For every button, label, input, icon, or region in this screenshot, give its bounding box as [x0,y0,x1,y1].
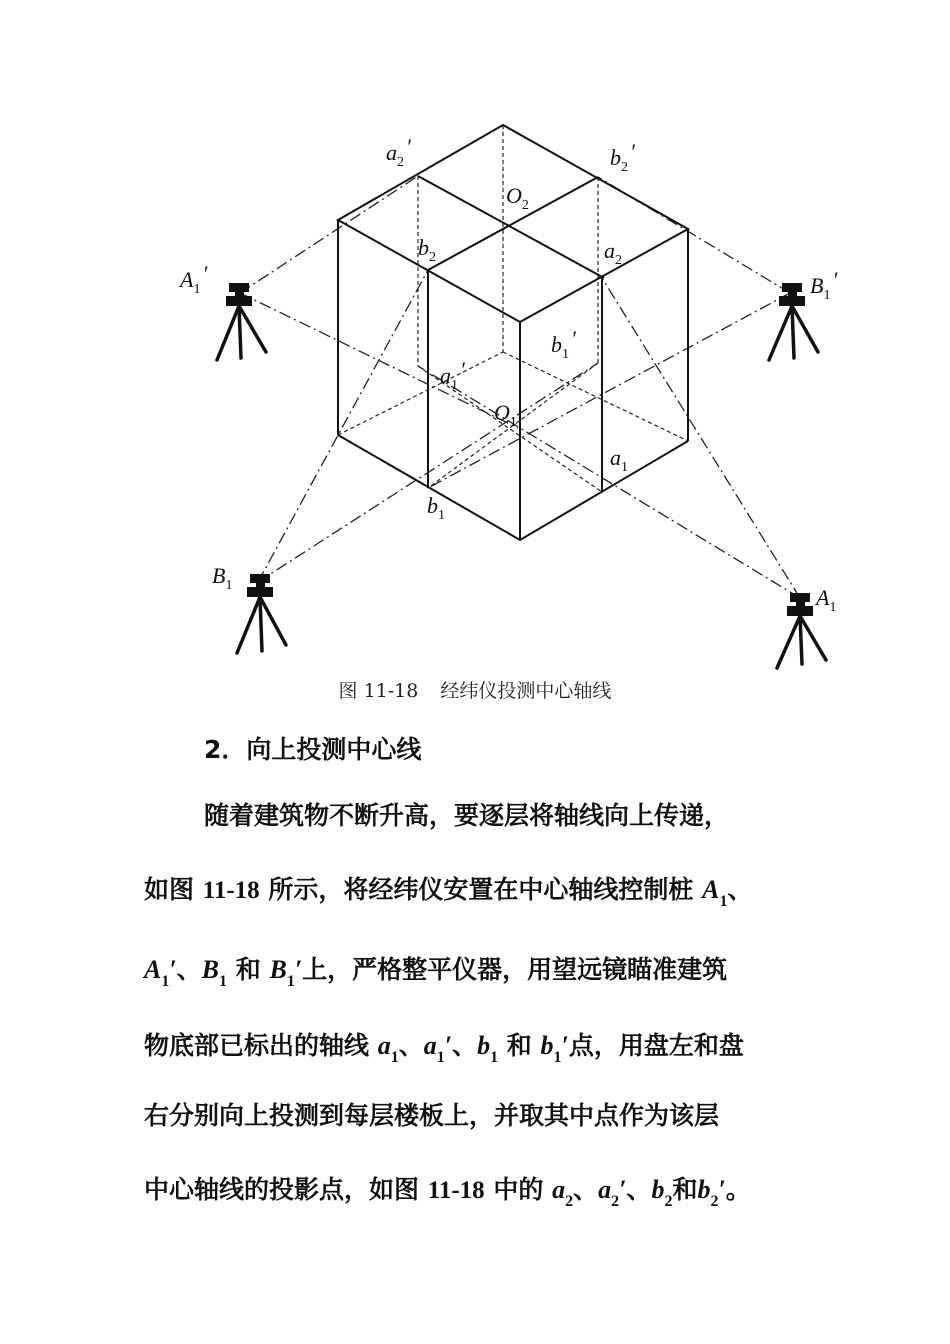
para-line-5: 右分别向上投测到每层楼板上，并取其中点作为该层 [144,1101,720,1130]
label-o1: O1 [494,400,517,430]
para-line-2: 如图 11-18 所示，将经纬仪安置在中心轴线控制桩 $A_1$、 [144,875,753,910]
label-a2: a2 [604,238,622,268]
label-a1: a1 [610,445,628,475]
label-b1: b1 [427,493,445,523]
label-a1-prime-station: A1′ [180,261,208,297]
para-line-1: 随着建筑物不断升高，要逐层将轴线向上传递， [204,801,730,830]
label-a1-station: A1 [816,585,837,615]
caption-title: 经纬仪投测中心轴线 [440,680,612,702]
section-heading: 2．向上投测中心线 [204,735,422,764]
para-line-6: 中心轴线的投影点，如图 11-18 中的 $a_2$、$a_2'$、$b_2$和$b_2'$。 [144,1175,751,1210]
label-b2: b2 [418,235,436,265]
label-b1-station: B1 [212,563,233,593]
hidden-edges [338,125,688,492]
caption-number: 图 11-18 [338,680,419,702]
label-a1-prime: a1′ [440,357,465,393]
label-a2-prime: a2′ [386,134,411,170]
label-b1-prime: b1′ [551,326,576,362]
label-b1-prime-station: B1′ [810,267,838,303]
para-line-4: 物底部已标出的轴线 $a_1$、$a_1'$、$b_1$ 和 $b_1'$点，用盘左和盘 [144,1031,744,1066]
figure-caption [0,676,950,703]
theodolite-a1-prime [217,283,266,360]
label-b2-prime: b2′ [610,139,635,175]
label-o2: O2 [506,183,529,213]
theodolite-b1 [237,574,286,653]
para-line-3: $A_1'$、$B_1$ 和 $B_1'$上，严格整平仪器，用望远镜瞄准建筑 [144,955,728,990]
